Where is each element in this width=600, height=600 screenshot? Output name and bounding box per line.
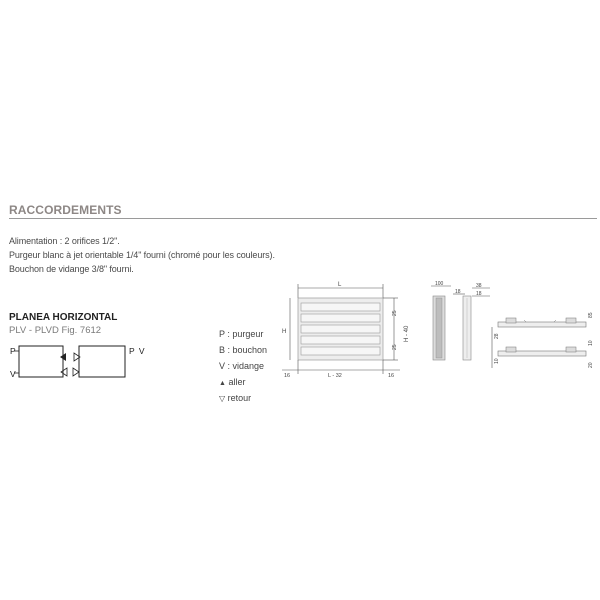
legend-bouchon: B : bouchon: [219, 345, 268, 355]
title-divider: [9, 218, 597, 219]
dim-height-label: H: [282, 329, 287, 335]
side-dim-right: 18: [455, 289, 461, 295]
bracket-dim-a: 10: [494, 358, 500, 364]
model-codes: [9, 325, 101, 336]
front-view-drawing: [276, 278, 412, 380]
end-dim-top: 38: [476, 283, 482, 289]
dim-inner-height: H - 40: [404, 325, 410, 342]
connection-schematic: [14, 343, 130, 381]
panel-slats: [301, 303, 380, 355]
flow-retour-left-icon: [61, 368, 67, 376]
legend-aller: [219, 377, 245, 387]
bracket-view-drawing: [490, 306, 596, 376]
legend-retour: [219, 393, 251, 403]
dim-right-bottom-offset: 25: [392, 344, 398, 350]
bracket-dim-c: 20: [588, 362, 594, 368]
radiator-box-left: [19, 346, 63, 377]
bracket-dim-mid: 28: [494, 333, 500, 339]
dim-right-top-offset: 25: [392, 310, 398, 316]
model-code-text: PLV - PLVD: [9, 325, 59, 336]
flow-retour-right-icon: [73, 368, 79, 376]
conn-left-bottom-letter: V: [10, 369, 16, 379]
dim-bottom-right-offset: 16: [388, 373, 395, 379]
legend-vidange: V : vidange: [219, 361, 265, 371]
end-view-dims: [470, 282, 500, 300]
outline-triangle-icon: ▽: [219, 394, 226, 403]
figure-number: Fig. 7612: [61, 325, 102, 336]
conn-left-top-letter: P: [10, 346, 16, 356]
legend-retour-label: retour: [227, 393, 252, 403]
legend-purgeur: P : purgeur: [219, 329, 264, 339]
legend-aller-label: aller: [228, 377, 246, 387]
section-title: RACCORDEMENTS: [9, 203, 122, 217]
spec-line-bouchon: Bouchon de vidange 3/8" fourni.: [9, 264, 134, 274]
filled-triangle-icon: ▲: [219, 380, 226, 387]
side-dim-top: 100: [435, 281, 444, 287]
dim-bottom-center: L - 32: [328, 373, 342, 379]
end-dim-bottom: 18: [476, 291, 482, 297]
conn-right-letters: P V: [129, 346, 146, 356]
bracket-dim-b: 10: [588, 340, 594, 346]
spec-line-purgeur: Purgeur blanc à jet orientable 1/4" fourni (chromé pour les couleurs).: [9, 250, 275, 260]
bracket-dim-top: 85: [588, 312, 594, 318]
spec-line-alimentation: Alimentation : 2 orifices 1/2".: [9, 236, 120, 246]
model-name: PLANEA HORIZONTAL: [9, 312, 118, 323]
dim-width-label: L: [338, 282, 342, 288]
radiator-box-right: [79, 346, 125, 377]
dim-bottom-left-offset: 16: [284, 373, 291, 379]
